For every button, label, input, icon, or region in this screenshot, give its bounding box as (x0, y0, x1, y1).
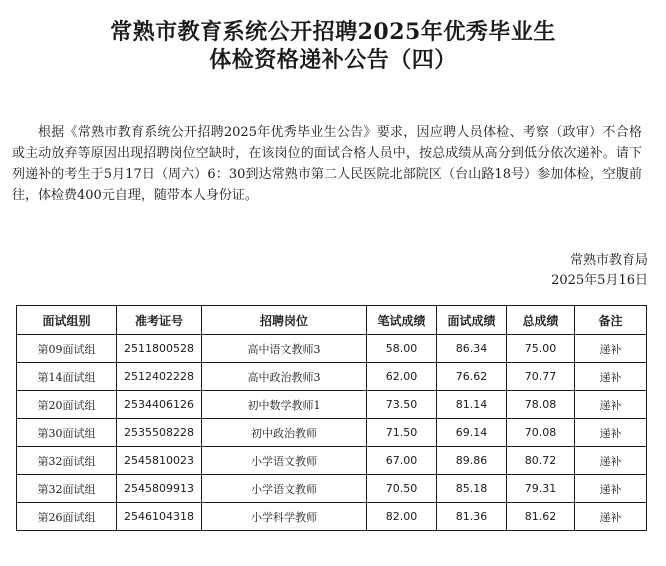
cell-interview-group: 第09面试组 (17, 335, 117, 363)
cell-written-score: 58.00 (367, 335, 437, 363)
header-interview-group: 面试组别 (17, 306, 117, 335)
cell-exam-number: 2545810023 (117, 447, 202, 475)
cell-total-score: 70.08 (507, 419, 575, 447)
cell-remark: 递补 (575, 391, 647, 419)
table-row (17, 363, 647, 391)
table-row (17, 419, 647, 447)
cell-remark: 递补 (575, 503, 647, 531)
cell-interview-score: 81.14 (437, 391, 507, 419)
cell-written-score: 73.50 (367, 391, 437, 419)
cell-total-score: 78.08 (507, 391, 575, 419)
cell-position: 高中语文教师3 (202, 335, 367, 363)
cell-total-score: 70.77 (507, 363, 575, 391)
header-position: 招聘岗位 (202, 306, 367, 335)
cell-written-score: 70.50 (367, 475, 437, 503)
issue-date: 2025年5月16日 (551, 273, 648, 288)
cell-exam-number: 2511800528 (117, 335, 202, 363)
announcement-title-line2: 体检资格递补公告（四） (209, 47, 457, 73)
cell-interview-score: 69.14 (437, 419, 507, 447)
cell-interview-score: 89.86 (437, 447, 507, 475)
cell-position: 高中政治教师3 (202, 363, 367, 391)
cell-remark: 递补 (575, 363, 647, 391)
cell-exam-number: 2512402228 (117, 363, 202, 391)
announcement-title-line1: 常熟市教育系统公开招聘2025年优秀毕业生 (110, 19, 556, 45)
cell-position: 小学语文教师 (202, 447, 367, 475)
cell-interview-score: 76.62 (437, 363, 507, 391)
cell-interview-group: 第32面试组 (17, 447, 117, 475)
cell-written-score: 71.50 (367, 419, 437, 447)
header-interview-score: 面试成绩 (437, 306, 507, 335)
table-row (17, 503, 647, 531)
cell-remark: 递补 (575, 475, 647, 503)
table-header-row (17, 306, 647, 335)
cell-interview-group: 第32面试组 (17, 475, 117, 503)
cell-written-score: 82.00 (367, 503, 437, 531)
cell-position: 初中数学教师1 (202, 391, 367, 419)
cell-written-score: 67.00 (367, 447, 437, 475)
cell-remark: 递补 (575, 335, 647, 363)
cell-remark: 递补 (575, 419, 647, 447)
table-row (17, 335, 647, 363)
announcement-body-paragraph: 根据《常熟市教育系统公开招聘2025年优秀毕业生公告》要求，因应聘人员体检、考察（政审）不合格或主动放弃等原因出现招聘岗位空缺时，在该岗位的面试合格人员中，按总成绩从高分到低分依次递补。请下列递补的考生于5月17日（周六）6：30到达常熟市第二人民医院北部院区（台山路18号）参加体检，空腹前往，体检费400元自理，随带本人身份证。 (12, 125, 642, 203)
cell-exam-number: 2535508228 (117, 419, 202, 447)
cell-position: 小学语文教师 (202, 475, 367, 503)
cell-interview-score: 85.18 (437, 475, 507, 503)
header-written-score: 笔试成绩 (367, 306, 437, 335)
candidate-table (16, 305, 647, 531)
cell-total-score: 79.31 (507, 475, 575, 503)
cell-exam-number: 2545809913 (117, 475, 202, 503)
issuer-name: 常熟市教育局 (569, 253, 648, 268)
cell-total-score: 81.62 (507, 503, 575, 531)
cell-written-score: 62.00 (367, 363, 437, 391)
cell-interview-group: 第30面试组 (17, 419, 117, 447)
cell-position: 小学科学教师 (202, 503, 367, 531)
table-row (17, 447, 647, 475)
cell-exam-number: 2534406126 (117, 391, 202, 419)
header-exam-number: 准考证号 (117, 306, 202, 335)
cell-interview-group: 第20面试组 (17, 391, 117, 419)
cell-remark: 递补 (575, 447, 647, 475)
cell-interview-group: 第26面试组 (17, 503, 117, 531)
cell-interview-group: 第14面试组 (17, 363, 117, 391)
cell-interview-score: 86.34 (437, 335, 507, 363)
cell-total-score: 80.72 (507, 447, 575, 475)
cell-exam-number: 2546104318 (117, 503, 202, 531)
header-total-score: 总成绩 (507, 306, 575, 335)
cell-position: 初中政治教师 (202, 419, 367, 447)
cell-interview-score: 81.36 (437, 503, 507, 531)
header-remark: 备注 (575, 306, 647, 335)
table-row (17, 391, 647, 419)
table-row (17, 475, 647, 503)
cell-total-score: 75.00 (507, 335, 575, 363)
